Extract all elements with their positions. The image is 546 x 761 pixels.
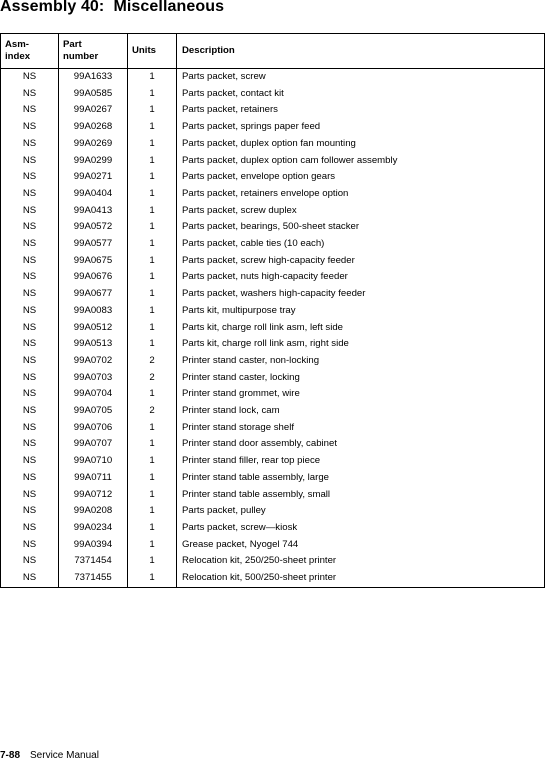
description-cell: Printer stand caster, non-locking	[177, 353, 545, 370]
units-cell: 1	[128, 286, 177, 303]
units-cell: 1	[128, 320, 177, 337]
part-number-cell: 99A0706	[59, 420, 128, 437]
table-row	[1, 336, 545, 353]
description-cell: Printer stand grommet, wire	[177, 386, 545, 403]
part-number-cell: 99A0675	[59, 253, 128, 270]
units-cell: 1	[128, 470, 177, 487]
part-number-cell: 99A0702	[59, 353, 128, 370]
asm-index-cell: NS	[1, 236, 59, 253]
part-number-cell: 99A0404	[59, 186, 128, 203]
table-row	[1, 69, 545, 86]
asm-index-cell: NS	[1, 219, 59, 236]
table-row	[1, 453, 545, 470]
description-cell: Parts packet, retainers envelope option	[177, 186, 545, 203]
units-cell: 1	[128, 186, 177, 203]
asm-index-cell: NS	[1, 69, 59, 86]
units-cell: 1	[128, 386, 177, 403]
table-row	[1, 320, 545, 337]
units-cell: 1	[128, 86, 177, 103]
part-number-cell: 99A0705	[59, 403, 128, 420]
asm-index-cell: NS	[1, 186, 59, 203]
part-number-cell: 99A0711	[59, 470, 128, 487]
column-header-units: Units	[128, 34, 177, 69]
table-row	[1, 420, 545, 437]
asm-index-cell: NS	[1, 253, 59, 270]
units-cell: 1	[128, 136, 177, 153]
units-cell: 1	[128, 336, 177, 353]
units-cell: 2	[128, 370, 177, 387]
parts-table	[0, 33, 545, 588]
part-number-cell: 99A0234	[59, 520, 128, 537]
asm-index-cell: NS	[1, 102, 59, 119]
description-cell: Parts packet, screw duplex	[177, 203, 545, 220]
asm-index-cell: NS	[1, 503, 59, 520]
table-row	[1, 102, 545, 119]
asm-index-cell: NS	[1, 336, 59, 353]
table-row	[1, 386, 545, 403]
asm-index-cell: NS	[1, 470, 59, 487]
table-row	[1, 236, 545, 253]
table-row	[1, 219, 545, 236]
units-cell: 1	[128, 537, 177, 554]
table-row	[1, 503, 545, 520]
asm-index-cell: NS	[1, 487, 59, 504]
part-number-cell: 7371455	[59, 570, 128, 587]
part-number-header-line2: number	[63, 51, 99, 62]
description-cell: Parts packet, screw	[177, 69, 545, 86]
units-cell: 1	[128, 102, 177, 119]
part-number-cell: 99A0572	[59, 219, 128, 236]
table-row	[1, 286, 545, 303]
part-number-cell: 99A0577	[59, 236, 128, 253]
table-row	[1, 520, 545, 537]
description-cell: Parts packet, screw high-capacity feeder	[177, 253, 545, 270]
part-number-cell: 99A0513	[59, 336, 128, 353]
asm-index-cell: NS	[1, 320, 59, 337]
asm-index-cell: NS	[1, 136, 59, 153]
units-cell: 1	[128, 570, 177, 587]
description-cell: Parts packet, cable ties (10 each)	[177, 236, 545, 253]
part-number-cell: 99A0512	[59, 320, 128, 337]
part-number-cell: 99A0707	[59, 436, 128, 453]
part-number-cell: 99A0394	[59, 537, 128, 554]
table-row	[1, 537, 545, 554]
description-cell: Parts packet, nuts high-capacity feeder	[177, 269, 545, 286]
table-row	[1, 169, 545, 186]
description-cell: Parts packet, screw—kiosk	[177, 520, 545, 537]
part-number-cell: 99A0710	[59, 453, 128, 470]
description-cell: Printer stand table assembly, small	[177, 487, 545, 504]
description-cell: Parts packet, retainers	[177, 102, 545, 119]
units-cell: 1	[128, 219, 177, 236]
asm-index-cell: NS	[1, 153, 59, 170]
part-number-cell: 7371454	[59, 553, 128, 570]
asm-index-cell: NS	[1, 553, 59, 570]
asm-index-cell: NS	[1, 286, 59, 303]
table-row	[1, 353, 545, 370]
part-number-cell: 99A0703	[59, 370, 128, 387]
part-number-cell: 99A0268	[59, 119, 128, 136]
description-cell: Parts packet, springs paper feed	[177, 119, 545, 136]
asm-index-cell: NS	[1, 119, 59, 136]
description-cell: Parts kit, charge roll link asm, right side	[177, 336, 545, 353]
description-cell: Printer stand door assembly, cabinet	[177, 436, 545, 453]
units-cell: 1	[128, 553, 177, 570]
asm-index-cell: NS	[1, 520, 59, 537]
column-header-asm-index	[1, 34, 59, 69]
units-cell: 1	[128, 269, 177, 286]
units-cell: 1	[128, 236, 177, 253]
units-cell: 1	[128, 303, 177, 320]
units-cell: 1	[128, 153, 177, 170]
part-number-cell: 99A0271	[59, 169, 128, 186]
part-number-cell: 99A0413	[59, 203, 128, 220]
footer-doc-name: Service Manual	[30, 750, 99, 761]
asm-index-cell: NS	[1, 436, 59, 453]
table-row	[1, 553, 545, 570]
table-row	[1, 269, 545, 286]
units-cell: 1	[128, 487, 177, 504]
asm-index-cell: NS	[1, 169, 59, 186]
description-cell: Printer stand caster, locking	[177, 370, 545, 387]
part-number-cell: 99A0208	[59, 503, 128, 520]
description-cell: Printer stand table assembly, large	[177, 470, 545, 487]
asm-index-cell: NS	[1, 420, 59, 437]
table-row	[1, 186, 545, 203]
description-cell: Parts kit, charge roll link asm, left side	[177, 320, 545, 337]
asm-index-cell: NS	[1, 386, 59, 403]
page-title: Assembly 40: Miscellaneous	[0, 0, 225, 15]
description-cell: Parts packet, duplex option fan mounting	[177, 136, 545, 153]
description-cell: Relocation kit, 500/250-sheet printer	[177, 570, 545, 587]
table-row	[1, 403, 545, 420]
part-number-header-line1: Part	[63, 39, 82, 50]
description-cell: Parts kit, multipurpose tray	[177, 303, 545, 320]
table-row	[1, 119, 545, 136]
asm-index-cell: NS	[1, 537, 59, 554]
asm-index-header-line1: Asm-	[5, 39, 29, 50]
part-number-cell: 99A0083	[59, 303, 128, 320]
units-cell: 2	[128, 403, 177, 420]
description-cell: Parts packet, washers high-capacity feeder	[177, 286, 545, 303]
table-row	[1, 253, 545, 270]
table-row	[1, 86, 545, 103]
asm-index-cell: NS	[1, 203, 59, 220]
part-number-cell: 99A0585	[59, 86, 128, 103]
description-cell: Relocation kit, 250/250-sheet printer	[177, 553, 545, 570]
part-number-cell: 99A0267	[59, 102, 128, 119]
description-cell: Parts packet, duplex option cam follower assembly	[177, 153, 545, 170]
table-row	[1, 136, 545, 153]
table-row	[1, 370, 545, 387]
part-number-cell: 99A0269	[59, 136, 128, 153]
asm-index-cell: NS	[1, 453, 59, 470]
part-number-cell: 99A0712	[59, 487, 128, 504]
asm-index-header-line2: index	[5, 51, 31, 62]
units-cell: 1	[128, 203, 177, 220]
table-row	[1, 487, 545, 504]
units-cell: 2	[128, 353, 177, 370]
units-cell: 1	[128, 436, 177, 453]
description-cell: Parts packet, envelope option gears	[177, 169, 545, 186]
table-row	[1, 153, 545, 170]
part-number-cell: 99A1633	[59, 69, 128, 86]
asm-index-cell: NS	[1, 570, 59, 587]
table-row	[1, 436, 545, 453]
page-footer	[0, 750, 99, 761]
column-header-description: Description	[177, 34, 545, 69]
table-header-row	[1, 34, 545, 69]
description-cell: Parts packet, pulley	[177, 503, 545, 520]
units-cell: 1	[128, 69, 177, 86]
description-cell: Printer stand storage shelf	[177, 420, 545, 437]
table-row	[1, 203, 545, 220]
asm-index-cell: NS	[1, 303, 59, 320]
description-cell: Parts packet, bearings, 500-sheet stacker	[177, 219, 545, 236]
part-number-cell: 99A0676	[59, 269, 128, 286]
asm-index-cell: NS	[1, 353, 59, 370]
units-cell: 1	[128, 169, 177, 186]
part-number-cell: 99A0677	[59, 286, 128, 303]
units-cell: 1	[128, 119, 177, 136]
description-cell: Printer stand lock, cam	[177, 403, 545, 420]
units-cell: 1	[128, 503, 177, 520]
table-row	[1, 470, 545, 487]
units-cell: 1	[128, 453, 177, 470]
units-cell: 1	[128, 520, 177, 537]
part-number-cell: 99A0704	[59, 386, 128, 403]
units-cell: 1	[128, 420, 177, 437]
asm-index-cell: NS	[1, 403, 59, 420]
description-cell: Printer stand filler, rear top piece	[177, 453, 545, 470]
description-cell: Parts packet, contact kit	[177, 86, 545, 103]
table-row	[1, 303, 545, 320]
asm-index-cell: NS	[1, 370, 59, 387]
asm-index-cell: NS	[1, 86, 59, 103]
column-header-part-number	[59, 34, 128, 69]
part-number-cell: 99A0299	[59, 153, 128, 170]
footer-page-number: 7-88	[0, 750, 21, 761]
table-row	[1, 570, 545, 587]
description-cell: Grease packet, Nyogel 744	[177, 537, 545, 554]
asm-index-cell: NS	[1, 269, 59, 286]
units-cell: 1	[128, 253, 177, 270]
